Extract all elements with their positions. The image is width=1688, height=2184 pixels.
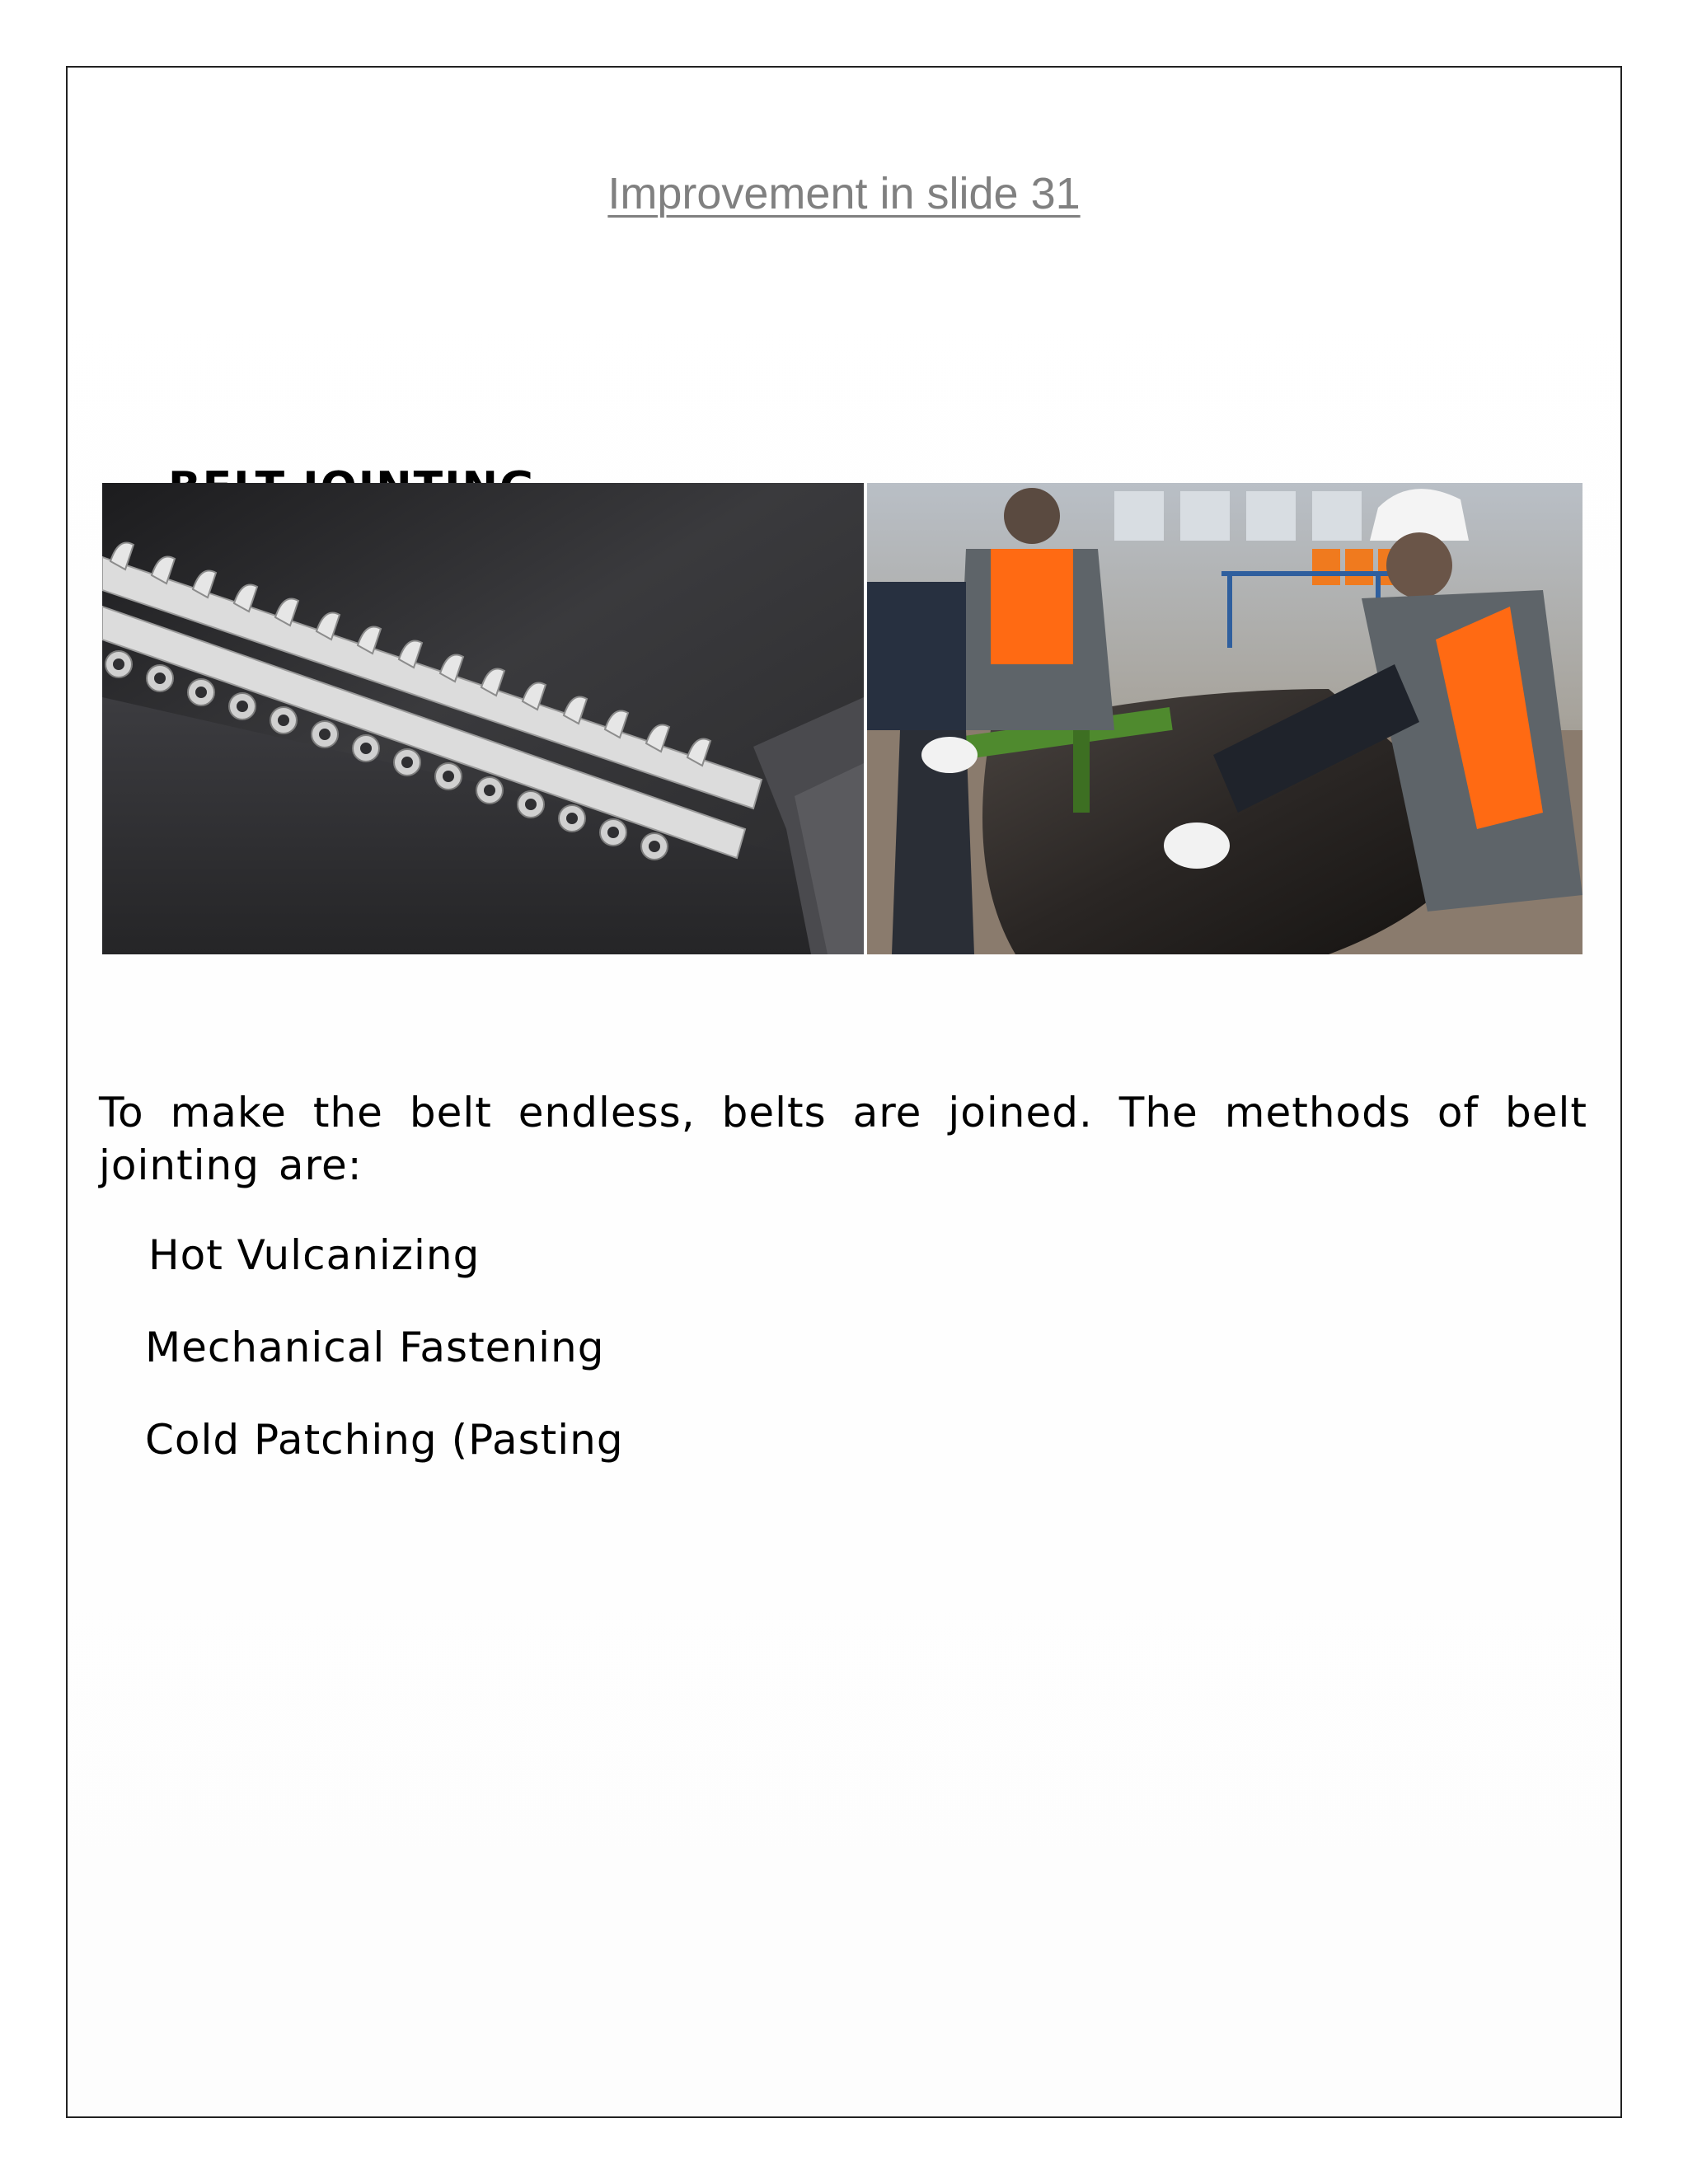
method-item: Mechanical Fastening — [145, 1324, 605, 1371]
header-note: Improvement in slide 31 — [607, 169, 1081, 218]
photo-strip — [102, 483, 1582, 954]
intro-paragraph: To make the belt endless, belts are joined. The methods of belt jointing are: — [99, 1089, 1587, 1189]
method-item: Cold Patching (Pasting — [145, 1416, 624, 1464]
belt-fastener-photo — [102, 483, 864, 954]
belt-fastener-illustration — [102, 483, 864, 954]
belt-workers-photo — [867, 483, 1582, 954]
workers-illustration — [867, 483, 1582, 954]
method-item: Hot Vulcanizing — [148, 1231, 481, 1279]
